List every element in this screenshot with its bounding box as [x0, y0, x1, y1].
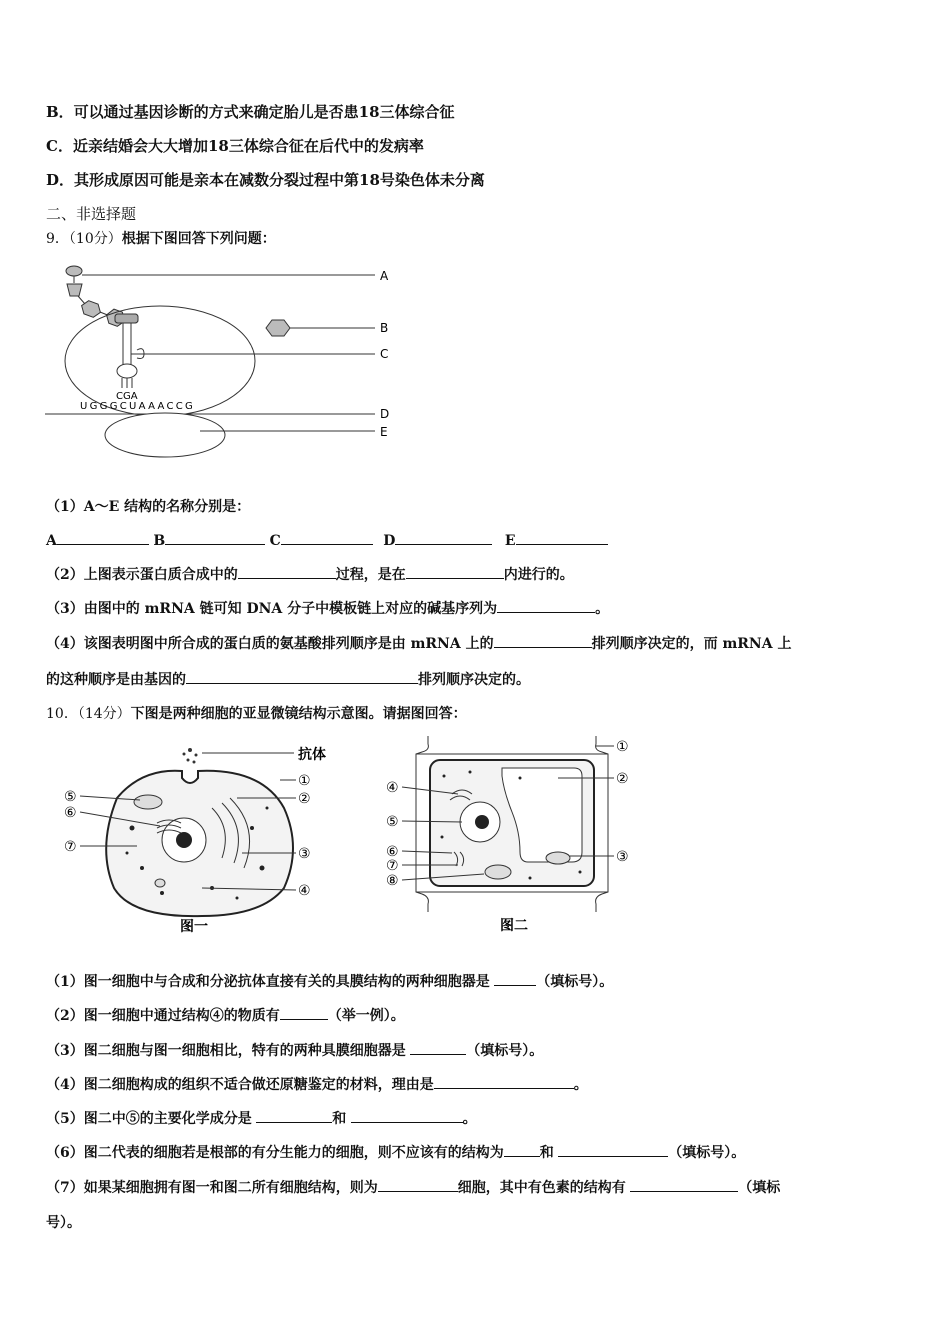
q9-p3: （3）由图中的 mRNA 链可知 DNA 分子中模板链上对应的碱基序列为 。 — [46, 598, 609, 619]
fig1-num-6: ⑥ — [64, 805, 77, 821]
option-d: D．其形成原因可能是亲本在减数分裂过程中第18号染色体未分离 — [46, 171, 485, 189]
section-title: 二、非选择题 — [46, 205, 137, 223]
q10-p3: （3）图二细胞与图一细胞相比，特有的两种具膜细胞器是 （填标号）。 — [46, 1040, 543, 1061]
q10-p7: （7）如果某细胞拥有图一和图二所有细胞结构，则为 细胞，其中有色素的结构有 （填标 — [46, 1177, 780, 1198]
fig9-label-d: D — [380, 407, 390, 421]
q10-figure-2 — [380, 732, 640, 938]
option-b: B．可以通过基因诊断的方式来确定胎儿是否患18三体综合征 — [46, 103, 455, 121]
fig2-num-1: ① — [616, 739, 629, 755]
fig9-label-e: E — [380, 425, 388, 439]
q9-p2: （2）上图表示蛋白质合成中的 过程，是在 内进行的。 — [46, 564, 574, 585]
fig2-num-5: ⑤ — [386, 814, 399, 830]
option-c: C．近亲结婚会大大增加18三体综合征在后代中的发病率 — [46, 137, 424, 155]
q10-p7-cont: 号）。 — [46, 1215, 81, 1231]
fig2-num-2: ② — [616, 771, 629, 787]
fig2-num-6: ⑥ — [386, 844, 399, 860]
q9-figure — [40, 258, 410, 473]
fig2-num-3: ③ — [616, 849, 629, 865]
q10-figure-1 — [62, 738, 342, 938]
q9-p4: （4）该图表明图中所合成的蛋白质的氨基酸排列顺序是由 mRNA 上的 排列顺序决定的，而 mRNA 上 — [46, 633, 791, 654]
fig9-mrna: UGGGCUAAACCG — [80, 401, 196, 412]
q9-stem: 9．（10分）根据下图回答下列问题： — [46, 231, 276, 247]
q9-p1-items: A B C D E — [46, 530, 608, 551]
fig1-num-5: ⑤ — [64, 789, 77, 805]
fig1-num-7: ⑦ — [64, 839, 77, 855]
fig9-label-a: A — [380, 269, 389, 283]
fig2-num-8: ⑧ — [386, 873, 399, 889]
fig9-label-c: C — [380, 347, 389, 361]
fig2-caption: 图二 — [500, 918, 528, 934]
q9-p1: （1）A～E 结构的名称分别是： — [46, 499, 251, 515]
fig2-num-7: ⑦ — [386, 858, 399, 874]
fig9-label-b: B — [380, 321, 389, 335]
q10-p1: （1）图一细胞中与合成和分泌抗体直接有关的具膜结构的两种细胞器是 （填标号）。 — [46, 971, 613, 992]
q9-p4-cont: 的这种顺序是由基因的 排列顺序决定的。 — [46, 669, 530, 690]
fig1-num-4: ④ — [298, 883, 311, 899]
q10-p4: （4）图二细胞构成的组织不适合做还原糖鉴定的材料，理由是 。 — [46, 1074, 588, 1095]
fig1-antibody-label: 抗体 — [298, 747, 326, 763]
fig2-num-4: ④ — [386, 780, 399, 796]
q10-p5: （5）图二中⑤的主要化学成分是 和 。 — [46, 1108, 477, 1129]
fig1-caption: 图一 — [180, 919, 208, 935]
fig9-anticodon: CGA — [116, 391, 138, 402]
fig1-num-3: ③ — [298, 846, 311, 862]
fig1-num-2: ② — [298, 791, 311, 807]
q10-p6: （6）图二代表的细胞若是根部的有分生能力的细胞，则不应该有的结构为 和 （填标号）。 — [46, 1142, 745, 1163]
q10-stem: 10．（14分）下图是两种细胞的亚显微镜结构示意图。请据图回答： — [46, 706, 467, 722]
fig1-num-1: ① — [298, 773, 311, 789]
q10-p2: （2）图一细胞中通过结构④的物质有 （举一例）。 — [46, 1005, 405, 1026]
